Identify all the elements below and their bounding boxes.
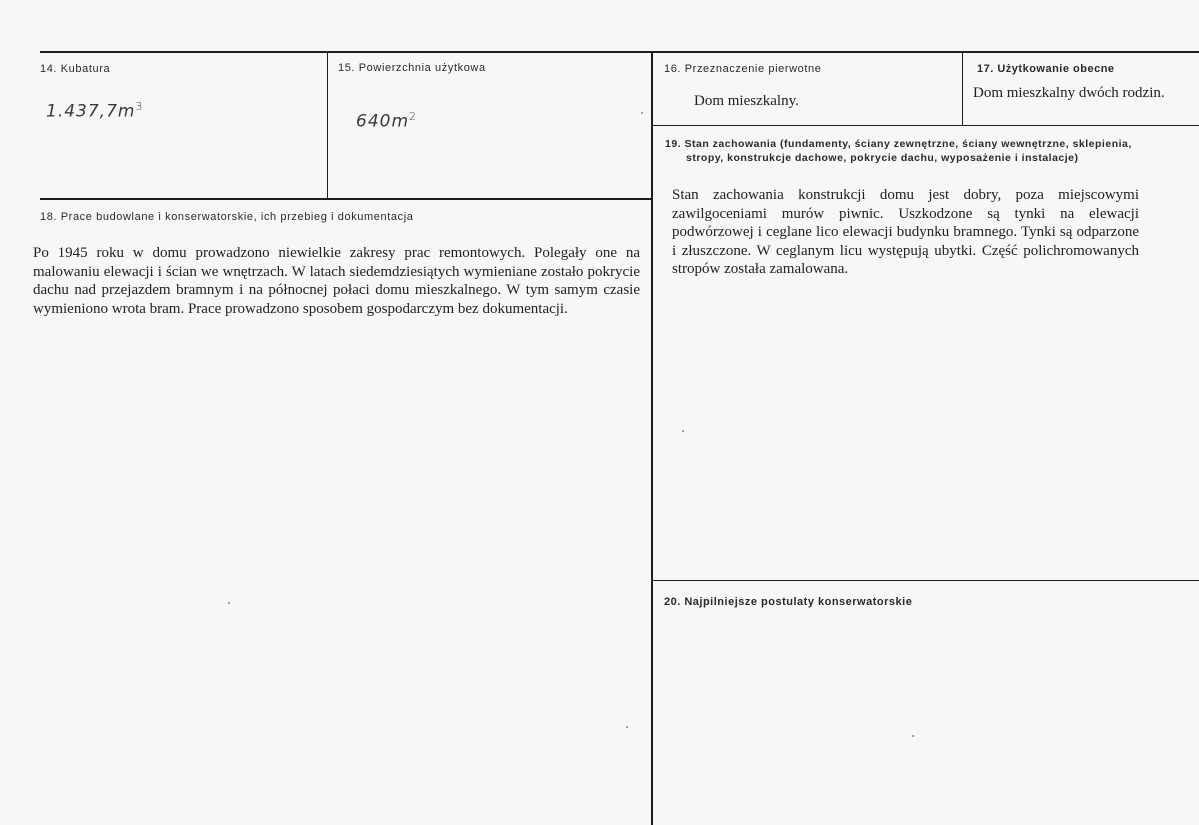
rule-above-20 — [651, 580, 1199, 581]
field-14-label: 14. Kubatura — [40, 63, 111, 75]
field-15-label: 15. Powierzchnia użytkowa — [338, 62, 486, 74]
field-20-label: 20. Najpilniejsze postulaty konserwatorskie — [664, 596, 913, 608]
rule-below-14-15 — [40, 198, 652, 200]
center-divider — [651, 52, 653, 825]
field-18-label: 18. Prace budowlane i konserwatorskie, ich przebieg i dokumentacja — [40, 211, 414, 223]
field-14-value-text: 1.437,7m — [46, 101, 136, 122]
field-15-value-text: 640m — [356, 111, 410, 132]
field-17-label: 17. Użytkowanie obecne — [977, 63, 1115, 75]
top-rule — [40, 51, 1199, 53]
field-19-label-line2: stropy, konstrukcje dachowe, pokrycie dachu, wyposażenie i instalacje) — [686, 152, 1079, 164]
field-18-text: Po 1945 roku w domu prowadzono niewielkie zakresy prac remontowych. Polegały one na malowaniu elewacji i ścian we wnętrzach. W latach siedemdziesiątych wymieniane zostało pokrycie dachu nad przejazdem bramnym i na północnej połaci domu mieszkalnego. W tym samym czasie wymieniono wrota bram. Prace prowadzono sposobem gospodarczym bez dokumentacji. — [33, 245, 640, 317]
scan-speck — [626, 726, 628, 728]
field-14-value — [46, 100, 143, 122]
field-14-exponent: 3 — [135, 100, 144, 113]
rule-below-16-17 — [651, 125, 1199, 126]
scan-speck — [228, 602, 230, 604]
scan-speck — [912, 735, 914, 737]
divider-14-15 — [327, 52, 328, 198]
field-15-value — [356, 110, 417, 132]
divider-16-17 — [962, 52, 963, 126]
field-16-label: 16. Przeznaczenie pierwotne — [664, 63, 822, 75]
field-16-value: Dom mieszkalny. — [694, 93, 799, 109]
scan-speck — [682, 430, 684, 432]
field-17-value: Dom mieszkalny dwóch rodzin. — [973, 85, 1165, 101]
field-19-label-line1: 19. Stan zachowania (fundamenty, ściany zewnętrzne, ściany wewnętrzne, sklepienia, — [665, 138, 1132, 150]
scan-speck — [641, 112, 643, 114]
field-15-exponent: 2 — [409, 110, 418, 123]
field-19-text: Stan zachowania konstrukcji domu jest dobry, poza miejscowymi zawilgoceniami murów piwnic. Uszkodzone są tynki na elewacji podwórzowej i ceglane lico elewacji budynku bramnego. Tynki są odparzone i złuszczone. W ceglanym licu występują ubytki. Część polichromowanych stropów została zamalowana. — [672, 187, 1139, 277]
